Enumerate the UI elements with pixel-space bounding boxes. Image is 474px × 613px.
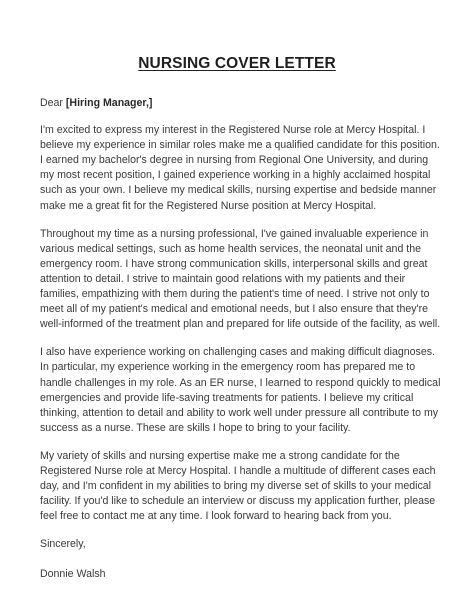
salutation-prefix: Dear xyxy=(40,97,66,109)
paragraph-conclusion: My variety of skills and nursing expertise make me a strong candidate for the Registered Nurse role at Mercy Hospital. I handle a multitude of different cases each day, and I'm confident in my abilities to bring my diverse set of skills to your medical facility. If you'd like to schedule an interview or discuss my application further, please feel free to contact me at any time. I look forward to hearing back from you. xyxy=(40,449,436,523)
closing: Sincerely, xyxy=(40,538,86,551)
letter-body xyxy=(40,96,442,583)
salutation xyxy=(40,96,442,111)
page-title: NURSING COVER LETTER xyxy=(138,55,336,72)
paragraph-challenges: I also have experience working on challenging cases and making difficult diagnoses. In particular, my experience working in the emergency room has prepared me to handle challenges in my role. As an ER nurse, I learned to respond quickly to medical emergencies and provide life-saving treatments for patients. I believe my critical thinking, attention to detail and ability to work well under pressure all contribute to my success as a nurse. These are skills I hope to bring to your facility. xyxy=(40,346,441,434)
paragraph-experience: Throughout my time as a nursing professional, I've gained invaluable experience in various medical settings, such as home health services, the neonatal unit and the emergency room. I have strong communication skills, interpersonal skills and great attention to detail. I strive to maintain good relations with my patients and their families, empathizing with them during the patient's time of need. I strive not only to meet all of my patient's medical and emotional needs, but I also ensure that they're well-informed of the treatment plan and prepared for life outside of the facility, as well. xyxy=(40,227,441,331)
recipient-name: [Hiring Manager,] xyxy=(65,97,153,109)
paragraph-intro: I'm excited to express my interest in the Registered Nurse role at Mercy Hospital. I believe my experience in similar roles make me a qualified candidate for this position. I earned my bachelor's degree in nursing from Regional One University, and during my most recent position, I gained experience working in a highly acclaimed hospital such as your own. I believe my medical skills, nursing expertise and bedside manner make me a great fit for the Registered Nurse position at Mercy Hospital. xyxy=(40,124,440,212)
signature-name: Donnie Walsh xyxy=(40,568,106,581)
